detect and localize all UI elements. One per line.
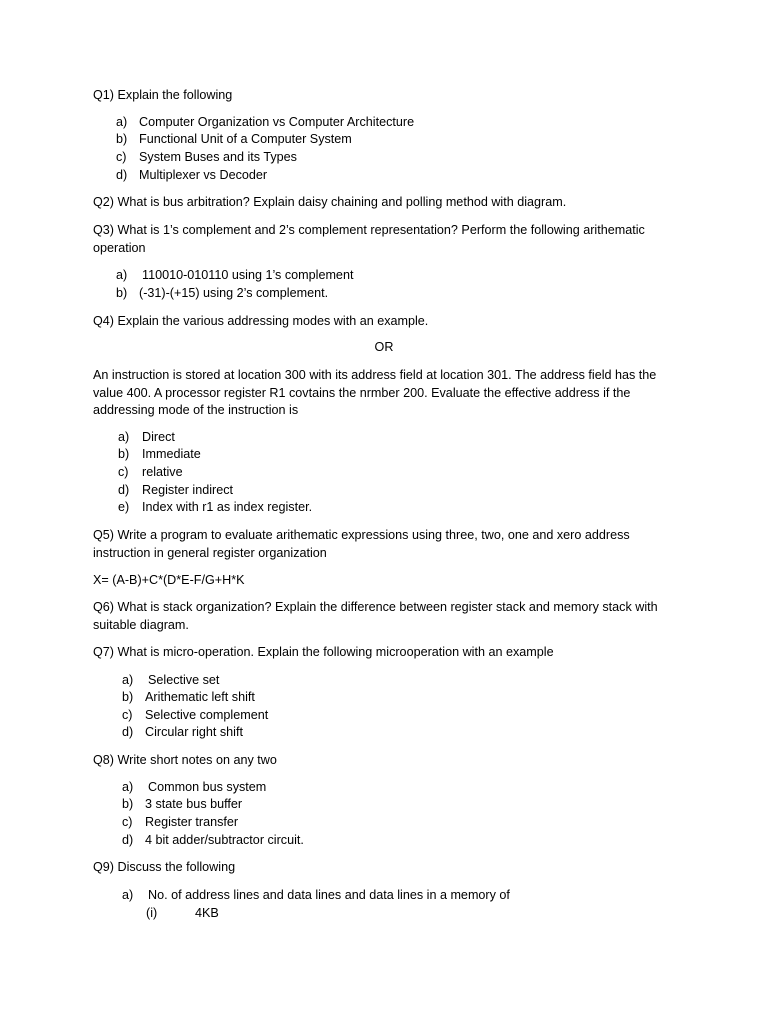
list-item-text: Computer Organization vs Computer Architecture	[139, 115, 415, 129]
list-marker: c)	[116, 150, 127, 164]
list-item	[122, 814, 238, 832]
q6-title: Q6) What is stack organization? Explain the difference between register stack and memory stack with suitable diagram.	[93, 600, 658, 632]
list-marker: a)	[122, 888, 134, 902]
list-item	[118, 464, 183, 482]
list-item	[122, 779, 266, 797]
list-item-text: Common bus system	[148, 780, 267, 794]
list-item	[118, 499, 312, 517]
list-marker: b)	[116, 286, 128, 300]
list-marker: d)	[122, 833, 134, 847]
list-marker: a)	[122, 780, 134, 794]
list-item	[116, 267, 353, 285]
q1-title: Q1) Explain the following	[93, 88, 233, 102]
q4-title: Q4) Explain the various addressing modes with an example.	[93, 314, 429, 328]
q4-paragraph: An instruction is stored at location 300 with its address field at location 301. The address field has the value 400. A processor register R1 covtains the nrmber 200. Evaluate the effective address if the addressing mode of the instruction is	[93, 368, 657, 417]
q2-title: Q2) What is bus arbitration? Explain daisy chaining and polling method with diagram.	[93, 195, 567, 209]
list-item-text: Functional Unit of a Computer System	[139, 132, 352, 146]
q9-title: Q9) Discuss the following	[93, 860, 236, 874]
list-item	[116, 285, 328, 303]
q3-title: Q3) What is 1’s complement and 2’s complement representation? Perform the following arithematic operation	[93, 223, 645, 255]
list-item	[122, 796, 242, 814]
list-item	[122, 689, 255, 707]
list-item-text: Selective set	[148, 673, 220, 687]
list-item	[118, 482, 233, 500]
list-item-text: Circular right shift	[145, 725, 243, 739]
list-item-text: Register transfer	[145, 815, 239, 829]
list-item	[122, 707, 268, 725]
list-item	[122, 832, 304, 850]
list-item-text: Index with r1 as index register.	[142, 500, 313, 514]
list-item-text: (-31)-(+15) using 2’s complement.	[139, 286, 329, 300]
list-item-text: 3 state bus buffer	[145, 797, 243, 811]
list-marker: d)	[118, 483, 130, 497]
list-marker: d)	[116, 168, 128, 182]
list-item-text: 110010-010110 using 1’s complement	[142, 268, 354, 282]
list-item-text: Direct	[142, 430, 175, 444]
sub-list-item-text: 4KB	[195, 906, 219, 920]
q8-title: Q8) Write short notes on any two	[93, 753, 277, 767]
list-item-text: System Buses and its Types	[139, 150, 297, 164]
list-item-text: Arithematic left shift	[145, 690, 255, 704]
list-marker: b)	[122, 797, 134, 811]
list-item	[118, 446, 201, 464]
list-marker: b)	[122, 690, 134, 704]
sub-list-item	[146, 905, 219, 923]
list-marker: a)	[116, 268, 128, 282]
list-item-text: Register indirect	[142, 483, 233, 497]
q7-title: Q7) What is micro-operation. Explain the following microoperation with an example	[93, 645, 554, 659]
list-marker: a)	[118, 430, 130, 444]
list-item-text: Multiplexer vs Decoder	[139, 168, 268, 182]
sub-list-marker: (i)	[146, 906, 158, 920]
list-marker: c)	[122, 708, 133, 722]
list-item	[116, 149, 297, 167]
list-marker: e)	[118, 500, 130, 514]
or-separator: OR	[374, 340, 394, 354]
list-marker: b)	[118, 447, 130, 461]
list-item	[122, 887, 510, 905]
list-item	[118, 429, 175, 447]
list-marker: a)	[122, 673, 134, 687]
list-item-text: Selective complement	[145, 708, 269, 722]
list-item	[116, 167, 267, 185]
q5-title: Q5) Write a program to evaluate arithematic expressions using three, two, one and xero address instruction in general register organization	[93, 528, 630, 560]
list-item-text: Immediate	[142, 447, 201, 461]
list-item	[122, 724, 243, 742]
list-marker: c)	[118, 465, 129, 479]
list-item	[116, 131, 352, 149]
list-item-text: relative	[142, 465, 183, 479]
q5-expression: X= (A-B)+C*(D*E-F/G+H*K	[93, 573, 245, 587]
list-marker: a)	[116, 115, 128, 129]
list-marker: c)	[122, 815, 133, 829]
list-item-text: No. of address lines and data lines and data lines in a memory of	[148, 888, 510, 902]
list-item	[122, 672, 219, 690]
list-marker: b)	[116, 132, 128, 146]
list-marker: d)	[122, 725, 134, 739]
list-item	[116, 114, 414, 132]
list-item-text: 4 bit adder/subtractor circuit.	[145, 833, 304, 847]
